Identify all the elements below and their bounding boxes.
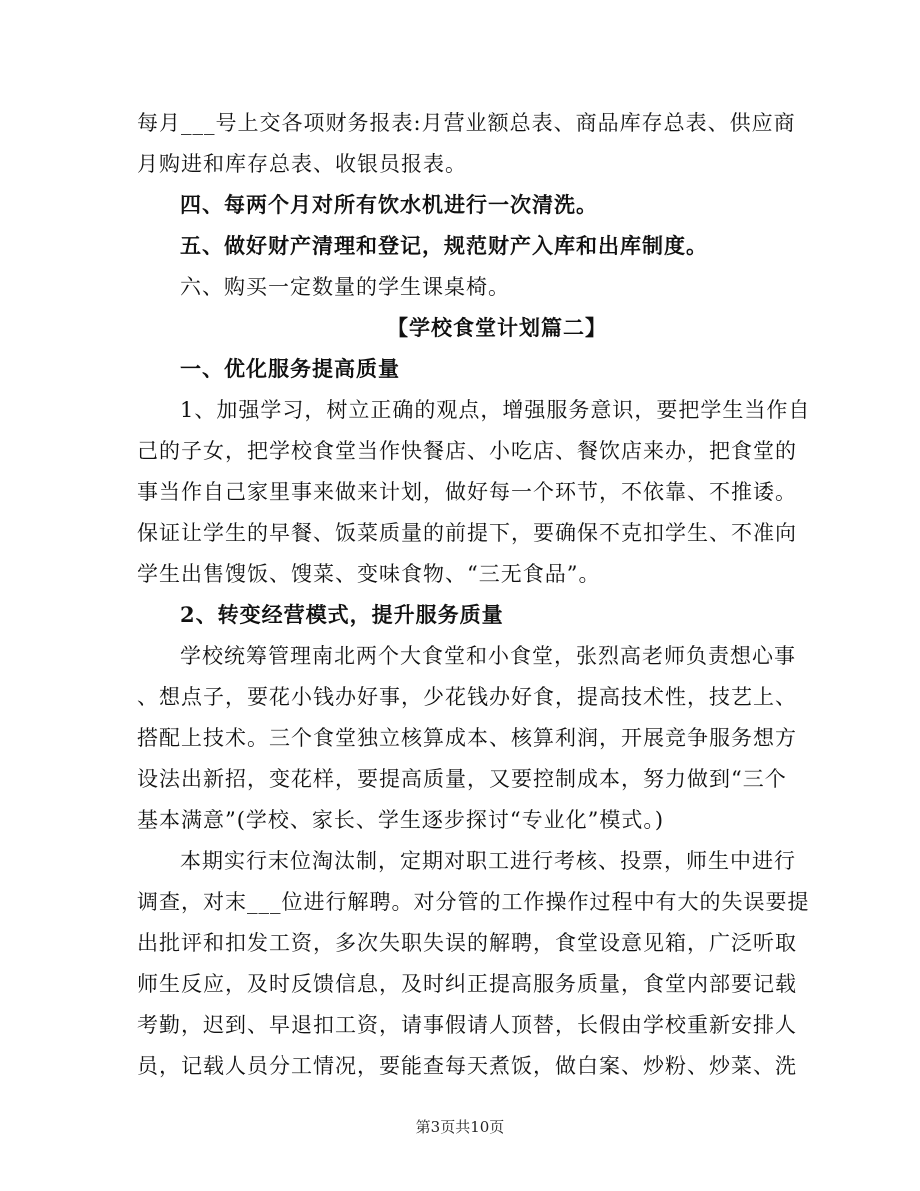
item-five: 五、做好财产清理和登记，规范财产入库和出库制度。 xyxy=(180,233,708,258)
paragraph-2-line-4: 设法出新招，变花样，要提高质量，又要控制成本，努力做到“三个 xyxy=(137,767,787,791)
item-six: 六、购买一定数量的学生课桌椅。 xyxy=(180,275,510,299)
paragraph-3-line-2: 调查，对末___位进行解聘。对分管的工作操作过程中有大的失误要提 xyxy=(137,890,810,914)
item-four: 四、每两个月对所有饮水机进行一次清洗。 xyxy=(180,192,598,217)
heading-two: 2、转变经营模式，提升服务质量 xyxy=(180,602,504,627)
paragraph-1-line-4: 保证让学生的早餐、饭菜质量的前提下，要确保不克扣学生、不准向 xyxy=(137,521,797,545)
paragraph-1-line-3: 事当作自己家里事来做来计划，做好每一个环节，不依靠、不推诿。 xyxy=(137,480,797,504)
paragraph-2-line-1: 学校统筹管理南北两个大食堂和小食堂，张烈高老师负责想心事 xyxy=(180,644,796,668)
heading-one: 一、优化服务提高质量 xyxy=(180,356,400,381)
paragraph-3-line-3: 出批评和扣发工资，多次失职失误的解聘，食堂设意见箱，广泛听取 xyxy=(137,931,797,955)
paragraph-1-line-2: 己的子女，把学校食堂当作快餐店、小吃店、餐饮店来办，把食堂的 xyxy=(137,439,797,463)
paragraph-2-line-3: 搭配上技术。三个食堂独立核算成本、核算利润，开展竞争服务想方 xyxy=(137,726,797,750)
page-number-footer: 第3页共10页 xyxy=(415,1118,505,1136)
paragraph-3-line-5: 考勤，迟到、早退扣工资，请事假请人顶替，长假由学校重新安排人 xyxy=(137,1013,797,1037)
paragraph-3-line-1: 本期实行末位淘汰制，定期对职工进行考核、投票，师生中进行 xyxy=(180,849,796,873)
paragraph-3-line-4: 师生反应，及时反馈信息，及时纠正提高服务质量，食堂内部要记载 xyxy=(137,972,797,996)
body-line-2: 月购进和库存总表、收银员报表。 xyxy=(137,152,467,176)
body-line-1: 每月___号上交各项财务报表:月营业额总表、商品库存总表、供应商 xyxy=(137,111,796,135)
paragraph-2-line-2: 、想点子，要花小钱办好事，少花钱办好食，提高技术性，技艺上、 xyxy=(137,685,797,709)
paragraph-1-line-5: 学生出售馊饭、馊菜、变味食物、“三无食品”。 xyxy=(137,562,601,586)
paragraph-1-line-1: 1、加强学习，树立正确的观点，增强服务意识，要把学生当作自 xyxy=(180,398,811,422)
paragraph-2-line-5: 基本满意”(学校、家长、学生逐步探讨“专业化”模式。) xyxy=(137,808,665,832)
section-title: 【学校食堂计划篇二】 xyxy=(387,315,607,340)
paragraph-3-line-6: 员，记载人员分工情况，要能查每天煮饭，做白案、炒粉、炒菜、洗 xyxy=(137,1054,797,1078)
